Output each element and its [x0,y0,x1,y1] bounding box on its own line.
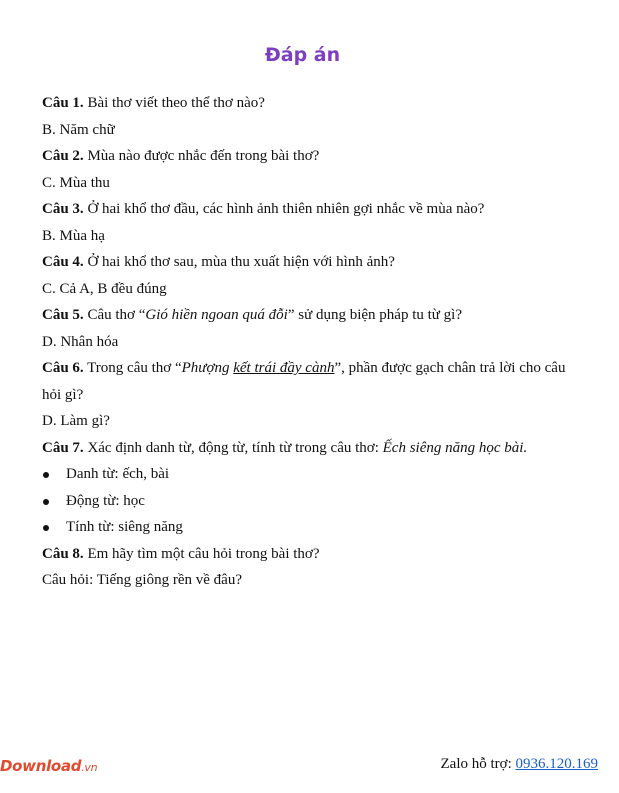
answer-1: B. Năm chữ [42,121,115,138]
question-2: Câu 2. Mùa nào được nhắc đến trong bài thơ? [42,148,320,164]
list-item: Tính từ: siêng năng [42,514,587,541]
question-3: Câu 3. Ở hai khổ thơ đầu, các hình ảnh thiên nhiên gợi nhắc về mùa nào? [42,201,485,217]
page-title: Đáp án [264,44,341,66]
question-4: Câu 4. Ở hai khổ thơ sau, mùa thu xuất hiện với hình ảnh? [42,254,395,270]
answer-4: C. Cả A, B đều đúng [42,280,167,297]
phone-link[interactable]: 0936.120.169 [515,756,598,772]
underlined-phrase: kết trái đầy cành [233,360,335,376]
question-6: Câu 6. Trong câu thơ “Phượng kết trái đầy cành”, phần được gạch chân trả lời cho câu hỏi gì? [42,360,566,403]
question-8: Câu 8. Em hãy tìm một câu hỏi trong bài thơ? [42,545,320,562]
download-logo[interactable]: Download.vn [0,757,98,775]
answer-2: C. Mùa thu [42,174,110,191]
question-7: Câu 7. Xác định danh từ, động từ, tính từ trong câu thơ: Ếch siêng năng học bài. [42,439,528,456]
answer-5: D. Nhân hóa [42,333,119,350]
answer-7-list [42,461,587,541]
answer-content [42,90,587,594]
list-item: Động từ: học [42,488,587,515]
answer-6: D. Làm gì? [42,413,110,429]
zalo-support: Zalo hỗ trợ: 0936.120.169 [440,756,598,772]
question-5: Câu 5. Câu thơ “Gió hiền ngoan quá đỗi” sử dụng biện pháp tu từ gì? [42,307,463,323]
list-item: Danh từ: ếch, bài [42,461,587,488]
question-1: Câu 1. Bài thơ viết theo thể thơ nào? [42,95,265,111]
answer-8: Câu hỏi: Tiếng giông rền về đâu? [42,572,242,588]
answer-3: B. Mùa hạ [42,227,105,244]
